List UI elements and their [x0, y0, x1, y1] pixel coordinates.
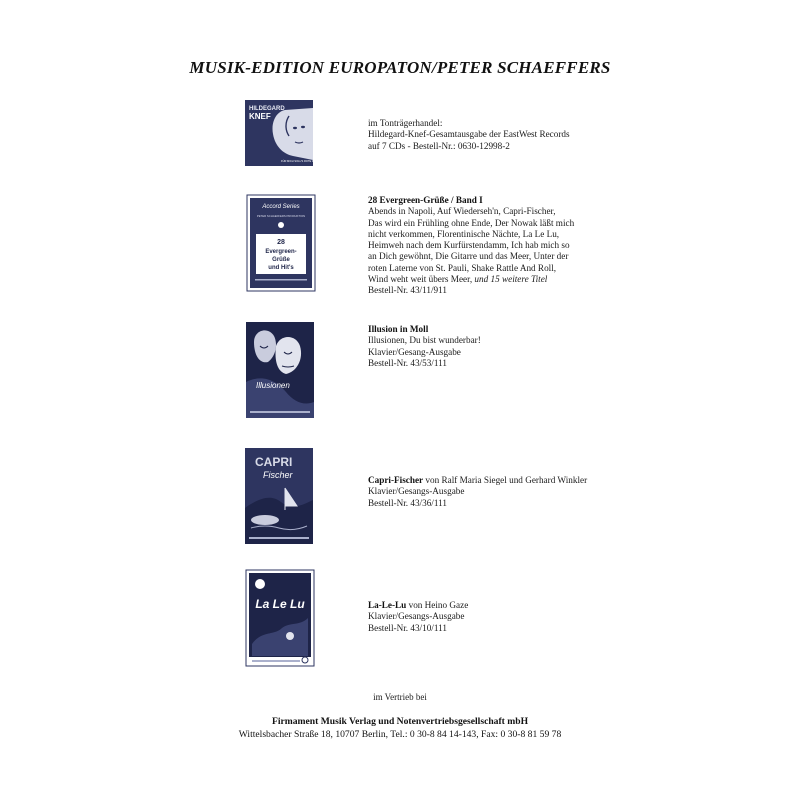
knef-cover-image [245, 100, 333, 166]
entry-line: Heimweh nach dem Kurfürstendamm, Ich hab mich so [368, 240, 570, 251]
evergreen-box4: und Hit's [268, 265, 294, 271]
entry-title: Illusion in Moll [368, 324, 429, 334]
entry-lalelu [368, 600, 613, 634]
entry-capri [368, 475, 613, 509]
entry-line: Hildegard-Knef-Gesamtausgabe der EastWest Records [368, 129, 570, 140]
lalelu-title: La Le Lu [255, 597, 305, 611]
entry-line: Das wird ein Frühling ohne Ende, Der Nowak läßt mich [368, 217, 575, 228]
publisher-name: Firmament Musik Verlag und Notenvertriebsgesellschaft mbH [271, 716, 529, 727]
entry-illusion [368, 324, 613, 369]
entry-line: auf 7 CDs - Bestell-Nr.: 0630-12998-2 [368, 140, 510, 151]
entry-line-plain: Wind weht weit übers Meer, [368, 274, 475, 285]
cover-capri [245, 448, 313, 544]
publisher-address: Wittelsbacher Straße 18, 10707 Berlin, Tel.: 0 30-8 84 14-143, Fax: 0 30-8 81 59 78 [238, 729, 562, 740]
evergreen-box1: 28 [277, 239, 285, 246]
entry-line: Klavier/Gesangs-Ausgabe [368, 486, 465, 497]
evergreen-label: PETER SCHAEFFERS PRODUKTION [256, 214, 306, 218]
entry-title-rest: von Ralf Maria Siegel und Gerhard Winkler [423, 475, 588, 485]
entry-line: nicht verkommen, Florentinische Nächte, La Le Lu, [368, 228, 560, 239]
entry-knef [368, 118, 613, 152]
knef-line1: HILDEGARD [249, 106, 285, 112]
entry-title-line [368, 475, 613, 486]
evergreen-cover-image [247, 195, 315, 291]
evergreen-box2: Evergreen- [265, 249, 297, 255]
entry-line-italic: und 15 weitere Titel [474, 274, 548, 285]
entry-title-rest: von Heino Gaze [406, 600, 469, 610]
entry-line: Klavier/Gesang-Ausgabe [368, 346, 461, 357]
entry-line: roten Laterne von St. Pauli, Shake Rattle And Roll, [368, 262, 557, 273]
entry-line: im Tonträgerhandel: [368, 118, 443, 128]
cover-illusion [246, 322, 314, 418]
entry-order: Bestell-Nr. 43/11/911 [368, 285, 447, 296]
entry-line: Bestell-Nr. 43/53/111 [368, 357, 447, 368]
page-title: MUSIK-EDITION EUROPATON/PETER SCHAEFFERS [189, 58, 611, 77]
capri-title2: Fischer [263, 470, 293, 480]
entry-title: Capri-Fischer [368, 475, 424, 485]
cover-lalelu [246, 570, 314, 666]
entry-title-line [368, 600, 613, 611]
entry-line: Bestell-Nr. 43/10/111 [368, 622, 447, 633]
entry-evergreen [368, 195, 613, 297]
entry-title: 28 Evergreen-Grüße / Band I [368, 195, 483, 205]
lalelu-cover-image [246, 570, 314, 666]
illusion-script: Illusionen [256, 381, 290, 390]
knef-line2: KNEF [249, 112, 271, 121]
entry-line: Klavier/Gesangs-Ausgabe [368, 611, 465, 622]
entry-line: Illusionen, Du bist wunderbar! [368, 335, 481, 346]
entry-line [368, 274, 613, 285]
evergreen-box3: Grüße [272, 257, 290, 263]
capri-cover-image [245, 448, 313, 544]
cover-evergreen [247, 195, 315, 291]
entry-line: Bestell-Nr. 43/36/111 [368, 497, 447, 508]
cover-knef-cd [245, 100, 333, 166]
illusion-cover-image [246, 322, 314, 418]
distribution-note: im Vertrieb bei [373, 692, 427, 702]
evergreen-series: Accord Series [262, 204, 300, 210]
capri-title1: CAPRI [255, 455, 293, 469]
entry-line: an Dich gewöhnt, Die Gitarre und das Meer, Unter der [368, 251, 569, 262]
entry-line: Abends in Napoli, Auf Wiederseh'n, Capri-Fischer, [368, 206, 556, 217]
entry-title: La-Le-Lu [368, 600, 407, 610]
knef-badge: FÜR MICH SOLL'S ROTE ROSEN REGNEN [281, 160, 333, 163]
